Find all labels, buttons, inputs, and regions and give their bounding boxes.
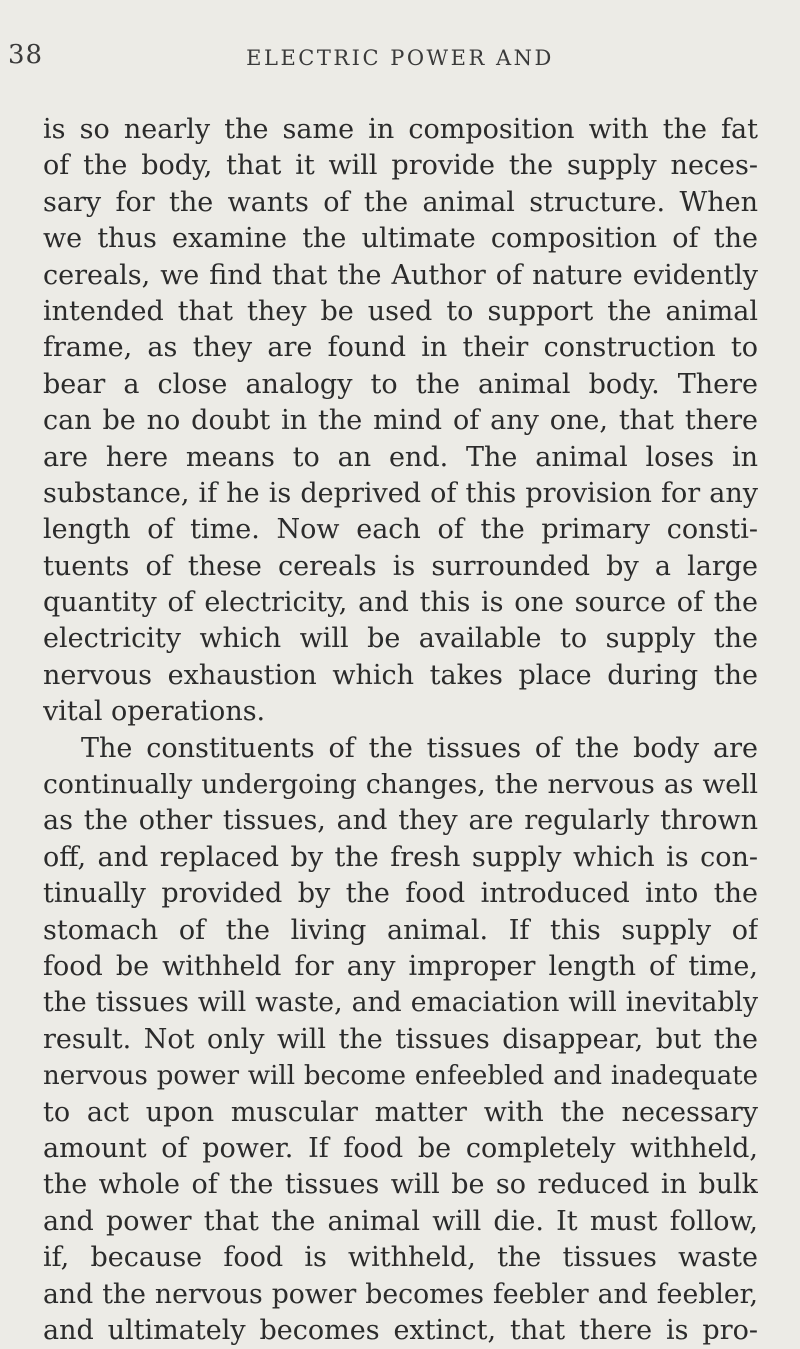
text-line: electricity which will be available to supply the: [43, 623, 758, 655]
text-line: nervous exhaustion which takes place during the: [43, 659, 758, 691]
text-line: vital operations.: [43, 696, 266, 728]
running-head: ELECTRIC POWER AND: [246, 46, 554, 70]
text-line: tinually provided by the food introduced into the: [43, 878, 758, 910]
text-line: amount of power. If food be completely withheld,: [43, 1132, 758, 1164]
text-line: and power that the animal will die. It must follow,: [43, 1205, 758, 1237]
text-line: frame, as they are found in their construction to: [43, 332, 758, 364]
page-number: 38: [8, 40, 44, 70]
text-line: and ultimately becomes extinct, that there is pro-: [43, 1314, 758, 1346]
text-line: length of time. Now each of the primary consti-: [43, 514, 758, 546]
text-line: the whole of the tissues will be so reduced in bulk: [43, 1169, 758, 1201]
text-line: to act upon muscular matter with the necessary: [43, 1096, 758, 1128]
text-line: stomach of the living animal. If this supply of: [43, 914, 758, 946]
text-line: of the body, that it will provide the supply neces-: [43, 150, 758, 182]
text-line: can be no doubt in the mind of any one, that there: [43, 405, 758, 437]
text-line: bear a close analogy to the animal body. There: [43, 368, 758, 400]
body-text: [43, 112, 758, 1349]
text-line: The constituents of the tissues of the body are: [81, 732, 758, 764]
page-header: [0, 40, 800, 80]
text-line: and the nervous power becomes feebler and feebler,: [43, 1278, 758, 1310]
text-line: quantity of electricity, and this is one source of the: [43, 587, 758, 619]
text-line: continually undergoing changes, the nervous as well: [43, 769, 758, 801]
text-line: are here means to an end. The animal loses in: [43, 441, 758, 473]
text-line: is so nearly the same in composition with the fat: [43, 114, 758, 145]
text-line: we thus examine the ultimate composition of the: [43, 223, 758, 255]
text-line: intended that they be used to support the animal: [43, 295, 758, 327]
text-line: nervous power will become enfeebled and inadequate: [43, 1061, 758, 1092]
text-line: off, and replaced by the fresh supply which is con-: [43, 841, 758, 873]
text-line: substance, if he is deprived of this provision for any: [43, 477, 758, 509]
text-line: tuents of these cereals is surrounded by a large: [43, 550, 758, 582]
text-line: if, because food is withheld, the tissues waste: [43, 1242, 758, 1274]
text-line: cereals, we find that the Author of nature evidently: [43, 259, 758, 291]
text-line: result. Not only will the tissues disappear, but the: [43, 1023, 758, 1055]
text-line: the tissues will waste, and emaciation will inevitably: [43, 987, 758, 1019]
text-line: food be withheld for any improper length of time,: [43, 950, 758, 982]
text-line: as the other tissues, and they are regularly thrown: [43, 805, 758, 837]
text-line: sary for the wants of the animal structure. When: [43, 186, 758, 218]
